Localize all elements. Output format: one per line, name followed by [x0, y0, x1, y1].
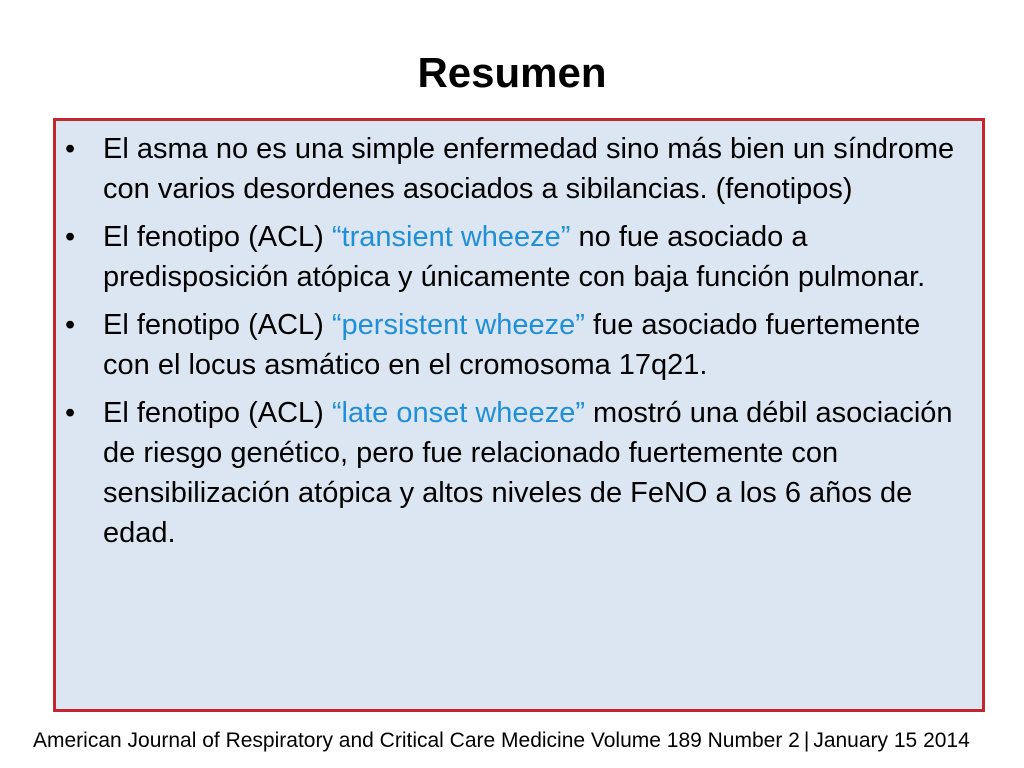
- citation-separator: |: [803, 729, 810, 752]
- summary-box: [53, 118, 985, 712]
- bullet-dot-icon: •: [65, 221, 76, 253]
- bullet-text-rest: mostró una débil asociación de riesgo genético, pero fue relacionado fuertemente con sensibilización atópica y altos niveles de FeNO a los 6 años de edad.: [103, 397, 953, 549]
- bullet-item-4: [56, 393, 962, 553]
- bullet-text: El asma no es una simple enfermedad sino más bien un síndrome con varios desordenes asociados a sibilancias. (fenotipos): [103, 133, 955, 205]
- phenotype-term: “late onset wheeze”: [331, 397, 585, 429]
- bullet-text-lead: El fenotipo (ACL): [103, 309, 332, 341]
- citation-date: January 15 2014: [813, 729, 970, 752]
- bullet-item-3: [56, 305, 962, 385]
- bullet-text-rest: no fue asociado a predisposición atópica y únicamente con baja función pulmonar.: [103, 221, 926, 293]
- citation-journal: American Journal of Respiratory and Critical Care Medicine Volume 189 Number 2: [33, 729, 800, 752]
- bullet-text-lead: El fenotipo (ACL): [103, 221, 332, 253]
- bullet-item-2: [56, 217, 962, 297]
- bullet-item-1: [56, 129, 962, 209]
- bullet-dot-icon: •: [65, 309, 76, 341]
- bullet-text-lead: El fenotipo (ACL): [103, 397, 332, 429]
- slide-title: Resumen: [417, 49, 607, 96]
- bullet-dot-icon: •: [65, 397, 76, 429]
- bullet-list: [56, 121, 982, 553]
- phenotype-term: “persistent wheeze”: [331, 309, 585, 341]
- phenotype-term: “transient wheeze”: [331, 221, 571, 253]
- bullet-text-rest: fue asociado fuertemente con el locus asmático en el cromosoma 17q21.: [103, 309, 921, 381]
- bullet-dot-icon: •: [65, 133, 76, 165]
- journal-citation: [33, 726, 1013, 756]
